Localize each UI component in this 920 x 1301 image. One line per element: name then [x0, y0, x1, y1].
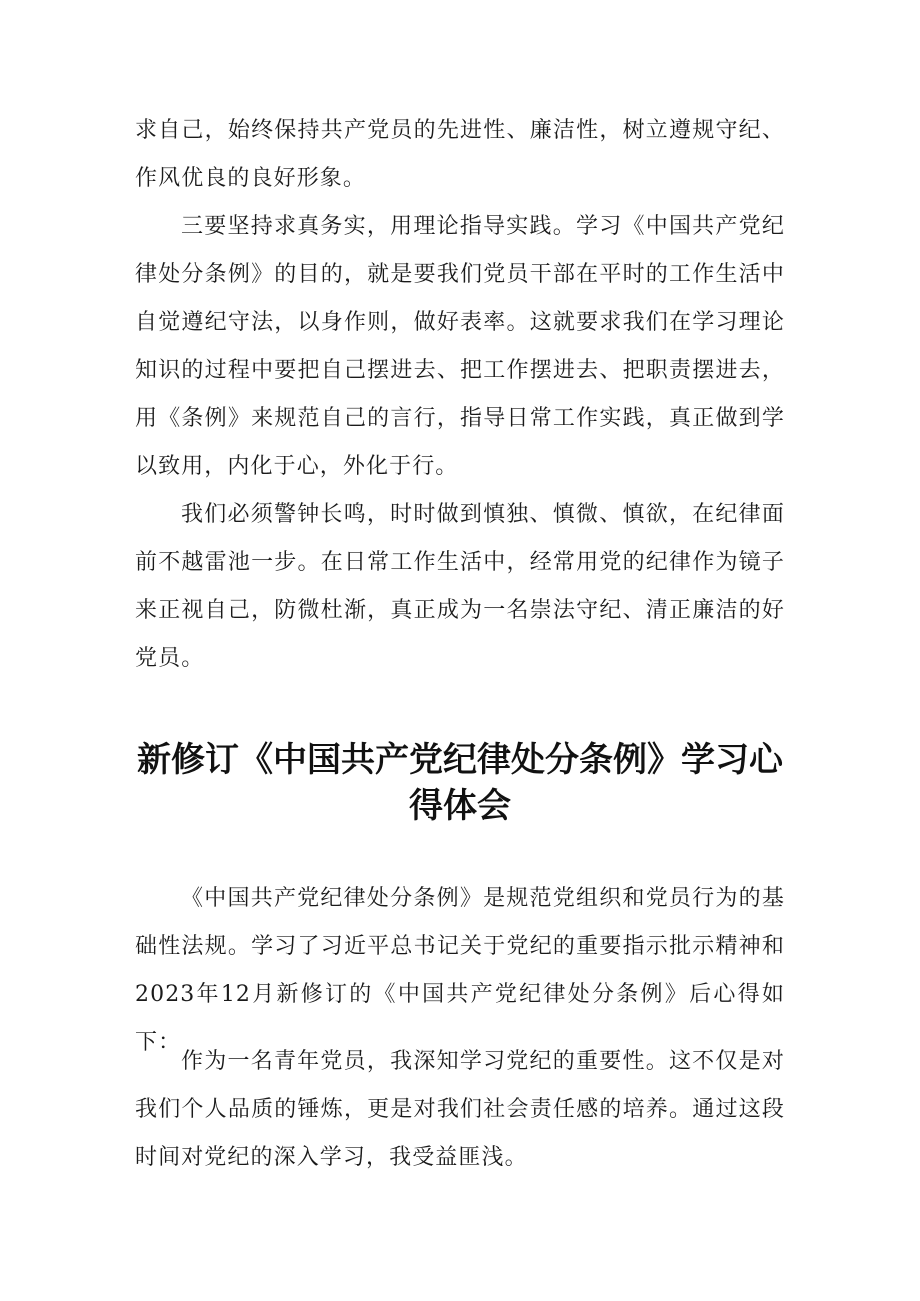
- paragraph-body: 作为一名青年党员，我深知学习党纪的重要性。这不仅是对我们个人品质的锤炼，更是对我们社会责任感的培养。通过这段时间对党纪的深入学习，我受益匪浅。: [135, 1049, 785, 1170]
- paragraph-conclusion: 我们必须警钟长鸣，时时做到慎独、慎微、慎欲，在纪律面前不越雷池一步。在日常工作生活中，经常用党的纪律作为镜子来正视自己，防微杜渐，真正成为一名崇法守纪、清正廉洁的好党员。: [135, 502, 785, 671]
- paragraph-continuation: 求自己，始终保持共产党员的先进性、廉洁性，树立遵规守纪、作风优良的良好形象。: [135, 118, 785, 191]
- paragraph-intro: 《中国共产党纪律处分条例》是规范党组织和党员行为的基础性法规。学习了习近平总书记关于党纪的重要指示批示精神和2023年12月新修订的《中国共产党纪律处分条例》后心得如下：: [135, 886, 785, 1055]
- paragraph-third-requirement: 三要坚持求真务实，用理论指导实践。学习《中国共产党纪律处分条例》的目的，就是要我们党员干部在平时的工作生活中自觉遵纪守法，以身作则，做好表率。这就要求我们在学习理论知识的过程中要把自己摆进去、把工作摆进去、把职责摆进去，用《条例》来规范自己的言行，指导日常工作实践，真正做到学以致用，内化于心，外化于行。: [135, 214, 785, 479]
- document-title: 新修订《中国共产党纪律处分条例》学习心得体会: [137, 740, 783, 826]
